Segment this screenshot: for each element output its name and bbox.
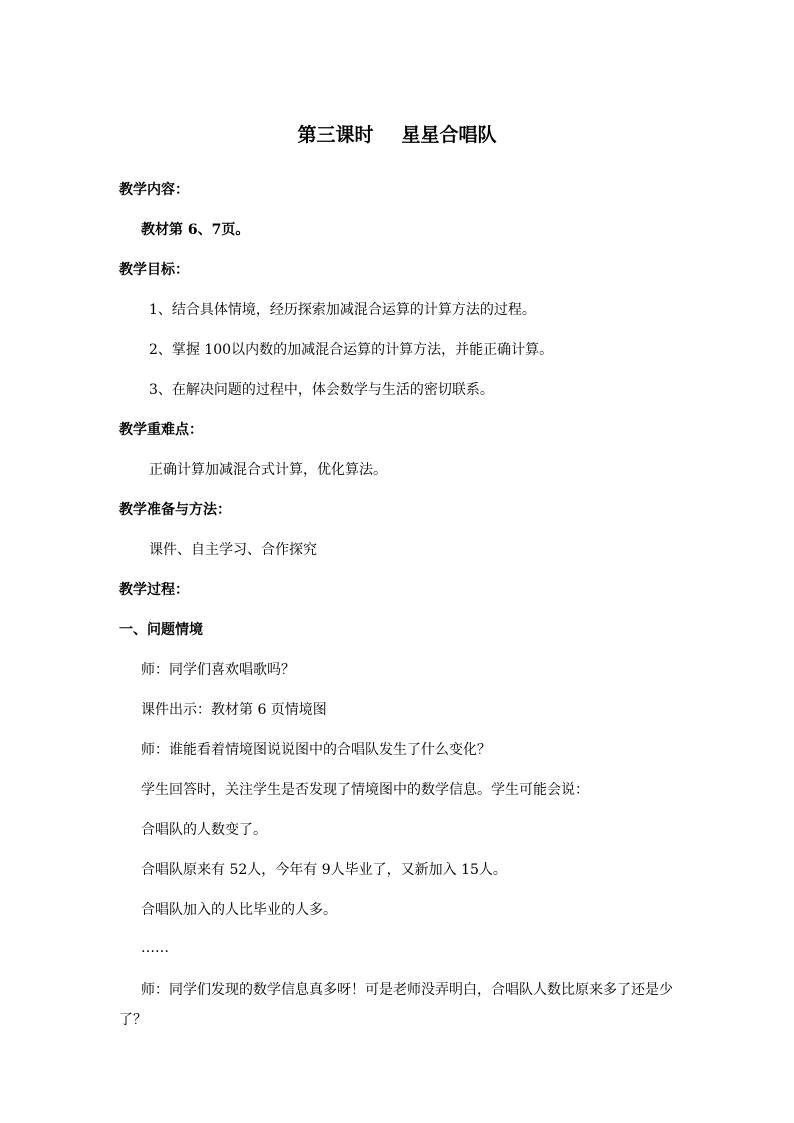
- dialogue-line: 学生回答时，关注学生是否发现了情境图中的数学信息。学生可能会说：: [141, 782, 589, 798]
- page-title: [0, 122, 794, 148]
- process-heading: 教学过程：: [119, 582, 189, 598]
- lesson-number: 第三课时: [297, 124, 374, 146]
- dialogue-line: 合唱队的人数变了。: [141, 822, 267, 838]
- goals-heading: 教学目标：: [119, 262, 189, 278]
- dialogue-paragraph: 师：同学们发现的数学信息真多呀！可是老师没弄明白，合唱队人数比原来多了还是少了？: [119, 982, 673, 1028]
- goal-item-2: 2、掌握 100以内数的加减混合运算的计算方法，并能正确计算。: [149, 342, 554, 358]
- ellipsis-line: ……: [141, 940, 169, 956]
- dialogue-line: 课件出示：教材第 6 页情境图: [141, 702, 327, 718]
- preparation-text: 课件、自主学习、合作探究: [149, 542, 317, 558]
- part-one-heading: 一、问题情境: [119, 622, 203, 638]
- dialogue-line: 合唱队加入的人比毕业的人多。: [141, 902, 337, 918]
- goal-item-3: 3、在解决问题的过程中，体会数学与生活的密切联系。: [149, 382, 494, 398]
- lesson-title: 星星合唱队: [401, 124, 497, 146]
- key-points-text: 正确计算加减混合式计算，优化算法。: [149, 462, 387, 478]
- content-heading: 教学内容：: [119, 182, 189, 198]
- preparation-heading: 教学准备与方法：: [119, 502, 231, 518]
- dialogue-line: 师：谁能看着情境图说说图中的合唱队发生了什么变化？: [141, 742, 491, 758]
- goal-item-1: 1、结合具体情境，经历探索加减混合运算的计算方法的过程。: [149, 302, 536, 318]
- key-points-heading: 教学重难点：: [119, 422, 203, 438]
- dialogue-line: 合唱队原来有 52人，今年有 9人毕业了，又新加入 15人。: [141, 862, 507, 878]
- content-text: 教材第 6、7页。: [141, 222, 250, 238]
- dialogue-line: 师：同学们喜欢唱歌吗？: [141, 662, 295, 678]
